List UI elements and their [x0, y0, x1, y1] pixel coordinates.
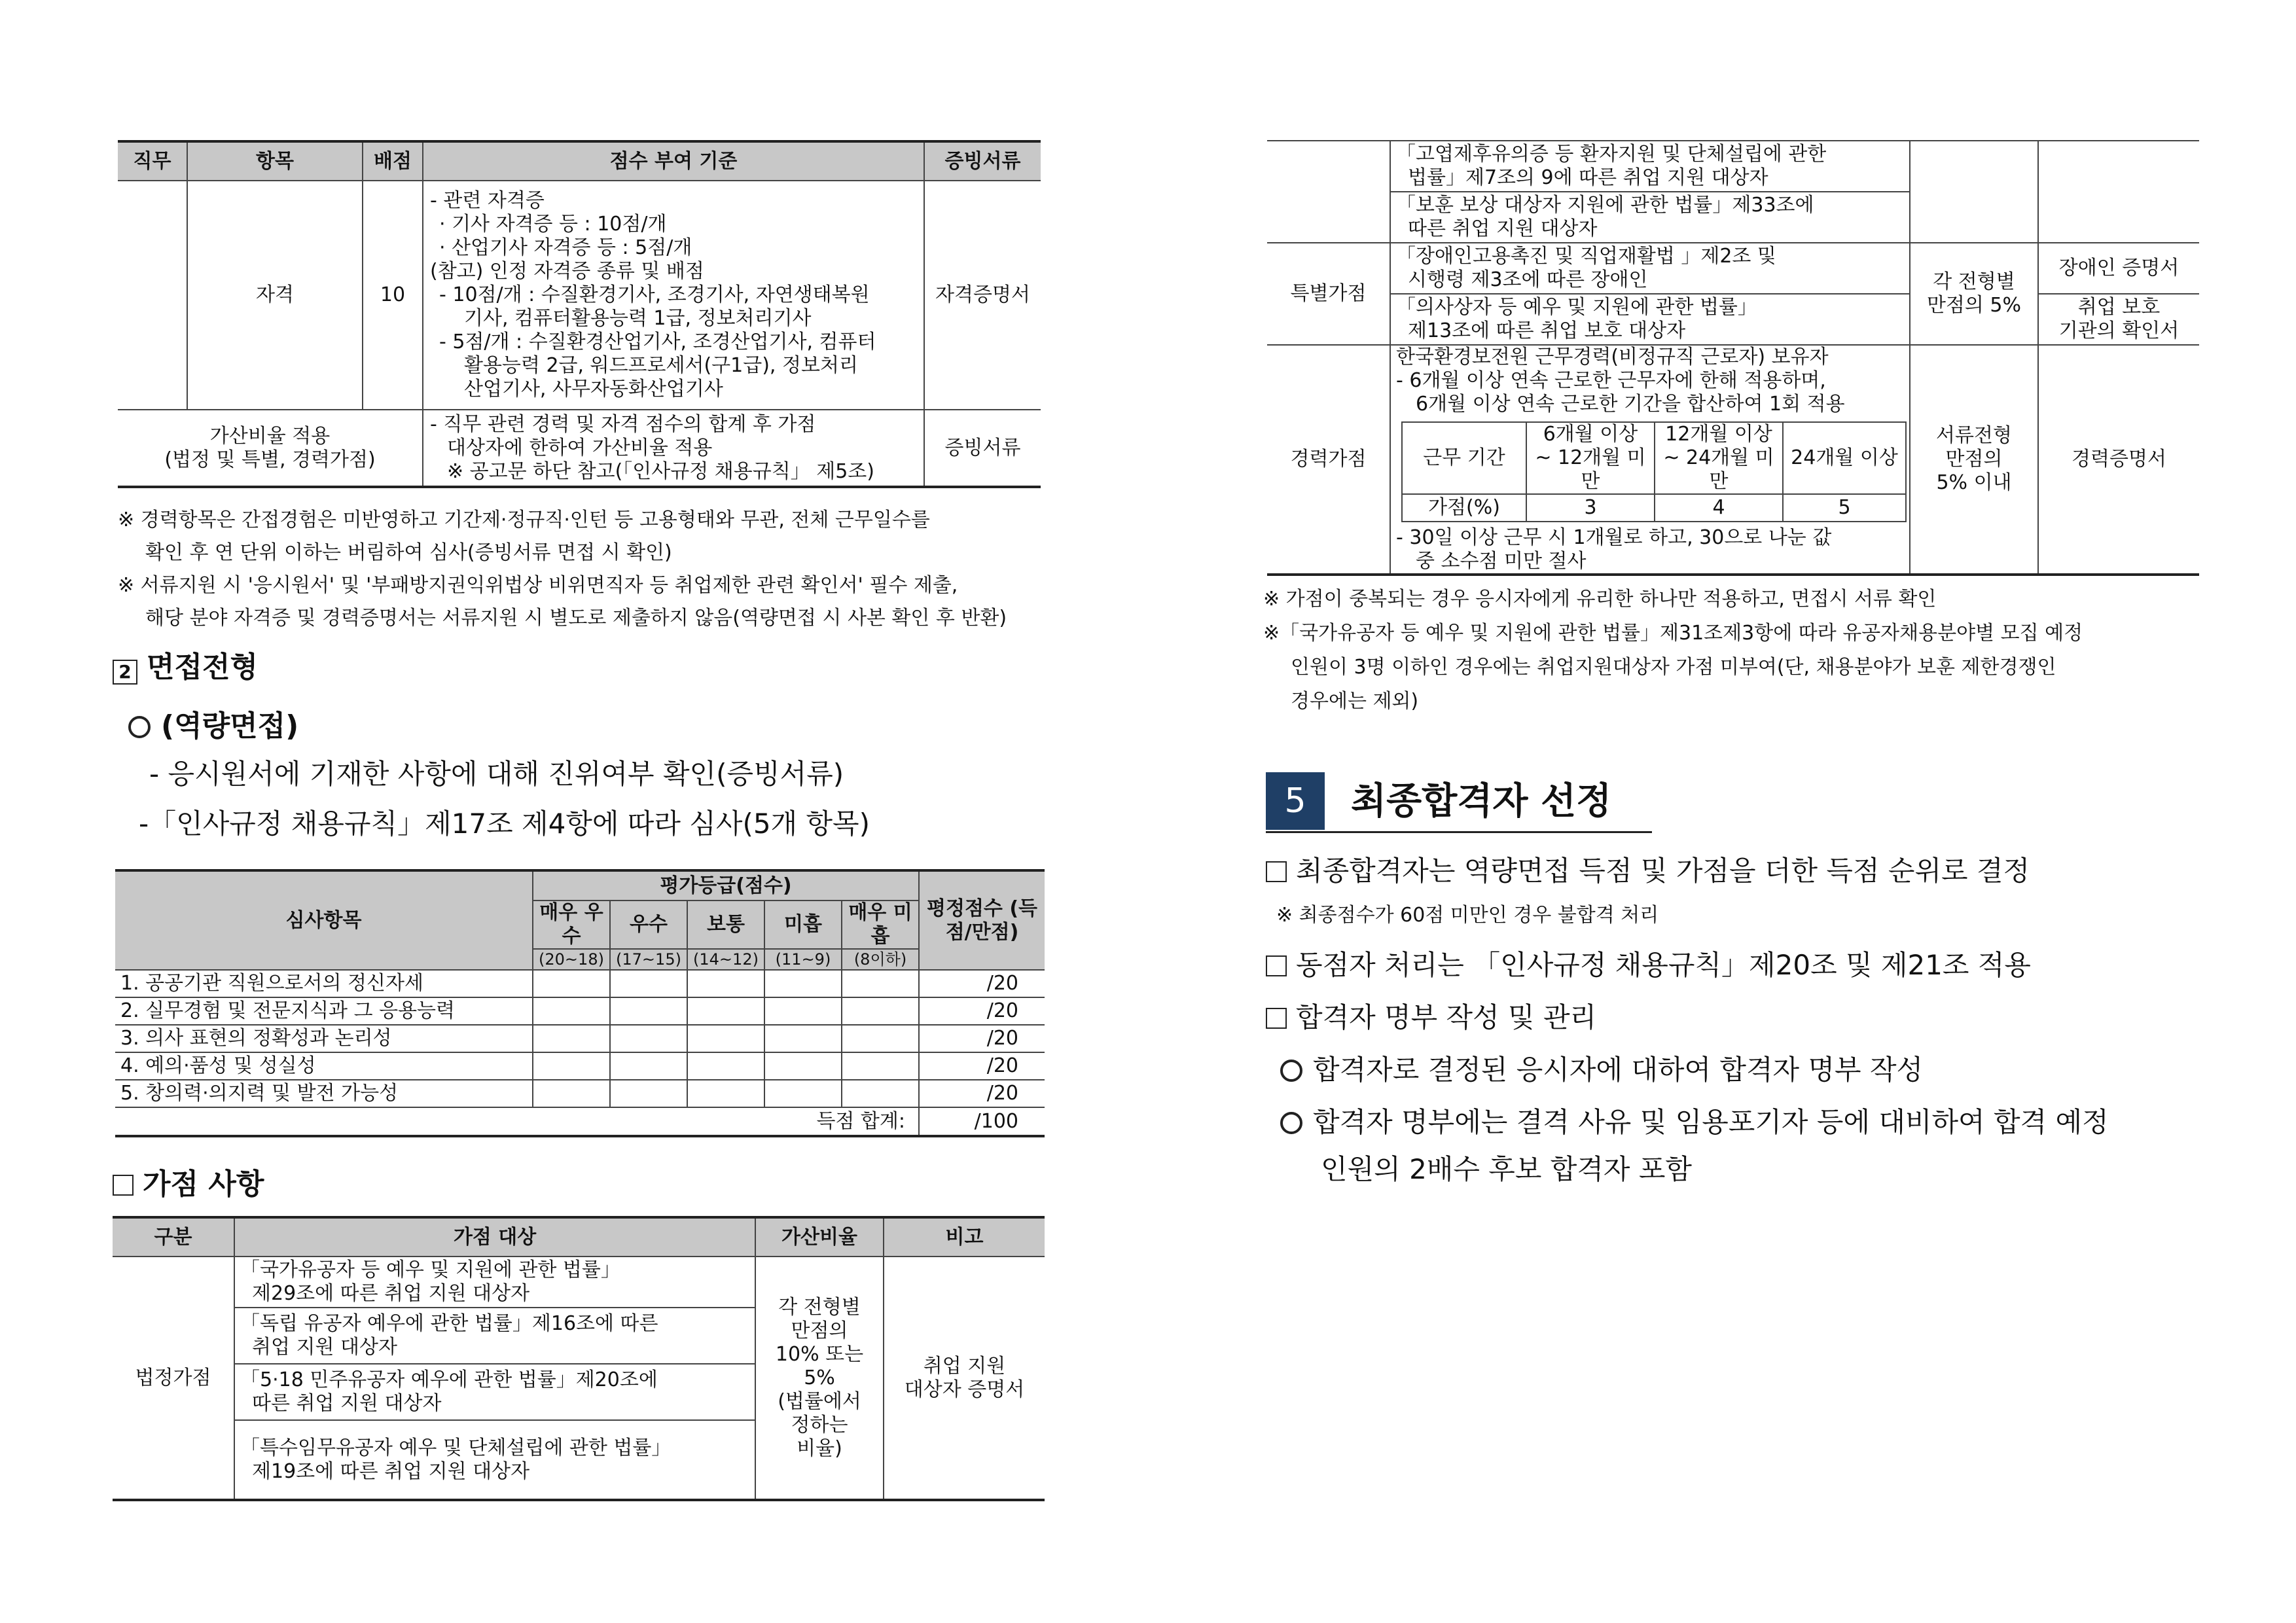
grade-cell — [687, 997, 764, 1025]
criteria-line: · 기사 자격증 등 : 10점/개 — [439, 213, 667, 236]
grade-label: 보통 — [687, 901, 764, 949]
ratio-line: 5% 이내 — [1936, 471, 2012, 494]
criteria-line: - 5점/개 : 수질환경산업기사, 조경산업기사, 컴퓨터 — [439, 330, 876, 353]
grade-label: 미흡 — [764, 901, 842, 949]
ratio-line: 서류전형 — [1936, 424, 2012, 447]
grade-range: (11~9) — [764, 949, 842, 970]
score-qualification: 10 — [363, 181, 423, 410]
grade-label: 매우 미흡 — [842, 901, 919, 949]
legal-target — [234, 1420, 755, 1500]
criteria-line: 산업기사, 사무자동화산업기사 — [464, 378, 723, 401]
career-bonus-label: 경력가점 — [1267, 345, 1390, 575]
section-number-box: 2 — [113, 660, 137, 685]
grade-cell — [764, 1080, 842, 1107]
checkbox-square-icon — [1266, 861, 1287, 882]
target-line: 제19조에 따른 취업 지원 대상자 — [252, 1459, 530, 1483]
final-sub-2 — [1280, 1103, 2109, 1141]
interview-line-1: - 응시원서에 기재한 사항에 대해 진위여부 확인(증빙서류) — [149, 758, 844, 790]
checkbox-square-icon — [113, 1175, 134, 1196]
target-line: 따른 취업 지원 대상자 — [252, 1392, 442, 1415]
interview-subheading — [128, 707, 298, 746]
grade-cell — [764, 970, 842, 997]
legal-ratio — [755, 1257, 884, 1500]
target-line: 취업 지원 대상자 — [252, 1336, 397, 1359]
blank-category — [1267, 141, 1390, 243]
special-ratio — [1910, 243, 2038, 345]
circle-bullet-icon — [1280, 1060, 1302, 1082]
points-value: 3 — [1526, 494, 1655, 522]
grade-cell — [842, 1080, 919, 1107]
criteria-line: (참고) 인정 자격증 종류 및 배점 — [430, 260, 704, 283]
circle-bullet-icon — [1280, 1112, 1302, 1134]
section-title: 면접전형 — [147, 651, 259, 684]
grade-label: 우수 — [610, 901, 687, 949]
grade-cell — [842, 1025, 919, 1052]
special-target — [1390, 243, 1910, 294]
target-line: 「의사상자 등 예우 및 지원에 관한 법률」 — [1396, 296, 1757, 319]
target-line: 「장애인고용촉진 및 직업재활법 」제2조 및 — [1396, 245, 1776, 268]
col-target: 가점 대상 — [234, 1217, 755, 1257]
final-item-1 — [1266, 852, 2030, 890]
criteria-line: - 직무 관련 경력 및 자격 점수의 합계 후 가점 — [430, 412, 816, 436]
subheading-text: (역량면접) — [161, 709, 299, 743]
grade-cell — [533, 997, 610, 1025]
target-line: 법률」제7조의 9에 따른 취업 지원 대상자 — [1408, 166, 1768, 189]
period-value — [1526, 422, 1655, 494]
period-label: 근무 기간 — [1402, 422, 1526, 494]
item-bonus-ratio — [118, 410, 423, 487]
col-document: 증빙서류 — [924, 141, 1041, 181]
final-note: ※ 최종점수가 60점 미만인 경우 불합격 처리 — [1276, 904, 1659, 927]
grade-cell — [764, 1025, 842, 1052]
target-line: 「특수임무유공자 예우 및 단체설립에 관한 법률」 — [240, 1436, 672, 1459]
col-criteria: 점수 부여 기준 — [423, 141, 924, 181]
criteria-line: 기사, 컴퓨터활용능력 1급, 정보처리기사 — [464, 307, 812, 330]
item-qualification: 자격 — [187, 181, 363, 410]
ratio-line: 만점의 — [1945, 448, 2003, 471]
note-line: 확인 후 연 단위 이하는 버림하여 심사(증빙서류 면접 시 확인) — [145, 541, 672, 564]
special-bonus-label: 특별가점 — [1267, 243, 1390, 345]
criteria-qualification — [423, 181, 924, 410]
grade-cell — [533, 1052, 610, 1080]
grade-range: (8이하) — [842, 949, 919, 970]
eval-score: /20 — [919, 1080, 1045, 1107]
target-line: 「독립 유공자 예우에 관한 법률」제16조에 따른 — [240, 1312, 658, 1335]
note-line: ※ 경력항목은 간접경험은 미반영하고 기간제·정규직·인턴 등 고용형태와 무관, 전체 근무일수를 — [118, 508, 930, 531]
legal-target — [234, 1257, 755, 1308]
section5-number-badge: 5 — [1266, 772, 1325, 830]
eval-item: 1. 공공기관 직원으로서의 정신자세 — [115, 970, 533, 997]
grade-range: (20~18) — [533, 949, 610, 970]
legal-bonus-label: 법정가점 — [113, 1257, 234, 1500]
eval-item: 3. 의사 표현의 정확성과 논리성 — [115, 1025, 533, 1052]
grade-cell — [687, 970, 764, 997]
criteria-bonus-ratio — [423, 410, 924, 487]
target-line: 제29조에 따른 취업 지원 대상자 — [252, 1282, 530, 1305]
remark-line: 취업 지원 — [923, 1354, 1006, 1378]
grade-cell — [764, 1052, 842, 1080]
grade-cell — [533, 970, 610, 997]
points-value: 4 — [1655, 494, 1783, 522]
col-category: 구분 — [113, 1217, 234, 1257]
item-text: 최종합격자는 역량면접 득점 및 가점을 더한 득점 순위로 결정 — [1296, 855, 2030, 887]
ratio-line: 각 전형별 — [1933, 270, 2015, 293]
legal-remark — [884, 1257, 1045, 1500]
circle-bullet-icon — [128, 716, 151, 738]
checkbox-square-icon — [1266, 955, 1287, 976]
grade-cell — [610, 1052, 687, 1080]
career-line: 한국환경보전원 근무경력(비정규직 근로자) 보유자 — [1396, 346, 1829, 368]
career-line: 6개월 이상 연속 근로한 기간을 합산하여 1회 적용 — [1416, 393, 1845, 416]
criteria-line: - 10점/개 : 수질환경기사, 조경기사, 자연생태복원 — [439, 283, 870, 306]
checkbox-square-icon — [1266, 1008, 1287, 1029]
final-item-3 — [1266, 999, 1596, 1037]
col-remark: 비고 — [884, 1217, 1045, 1257]
col-eval-score: 평정점수 (득점/만점) — [919, 870, 1045, 970]
total-value: /100 — [919, 1107, 1045, 1136]
target-line: 「보훈 보상 대상자 지원에 관한 법률」제33조에 — [1396, 194, 1814, 217]
ratio-line: 만점의 5% — [1926, 294, 2022, 317]
blank-ratio — [1910, 141, 2038, 243]
eval-score: /20 — [919, 997, 1045, 1025]
total-label: 득점 합계: — [115, 1107, 919, 1136]
grade-cell — [610, 1025, 687, 1052]
period-value: 24개월 이상 — [1783, 422, 1906, 494]
col-ratio: 가산비율 — [755, 1217, 884, 1257]
points-value: 5 — [1783, 494, 1906, 522]
bonus-title: 가점 사항 — [143, 1168, 264, 1201]
target-line: 「5·18 민주유공자 예우에 관한 법률」제20조에 — [240, 1368, 658, 1391]
grade-cell — [687, 1025, 764, 1052]
legal-target — [1390, 192, 1910, 243]
grade-cell — [610, 970, 687, 997]
note-line: ※ 가점이 중복되는 경우 응시자에게 유리한 하나만 적용하고, 면접시 서류 확인 — [1263, 588, 1937, 611]
grade-cell — [764, 997, 842, 1025]
final-sub-1 — [1280, 1051, 1923, 1089]
legal-target — [1390, 141, 1910, 192]
final-item-2 — [1266, 946, 2031, 984]
eval-item: 5. 창의력·의지력 및 발전 가능성 — [115, 1080, 533, 1107]
section5-title: 최종합격자 선정 — [1351, 780, 1612, 823]
doc-qualification: 자격증명서 — [924, 181, 1041, 410]
notes-right — [1263, 582, 2212, 719]
criteria-line: - 관련 자격증 — [430, 189, 545, 212]
criteria-line: 대상자에 한하여 가산비율 적용 — [447, 436, 713, 459]
item-text: 합격자 명부에는 결격 사유 및 임용포기자 등에 대비하여 합격 예정 — [1313, 1106, 2109, 1138]
section-interview-heading — [113, 648, 258, 687]
note-line: 해당 분야 자격증 및 경력증명서는 서류지원 시 별도로 제출하지 않음(역량면접 시 사본 확인 후 반환) — [145, 607, 1007, 630]
col-item: 항목 — [187, 141, 363, 181]
ratio-line: 만점의 — [791, 1319, 848, 1342]
special-target — [1390, 294, 1910, 345]
bonus-ratio-line: 가산비율 적용 — [209, 424, 331, 448]
notes-left — [118, 504, 1047, 635]
col-score: 배점 — [363, 141, 423, 181]
ratio-line: (법률에서 — [778, 1389, 861, 1413]
career-doc: 경력증명서 — [2038, 345, 2199, 575]
eval-score: /20 — [919, 970, 1045, 997]
item-text: 합격자로 결정된 응시자에 대하여 합격자 명부 작성 — [1313, 1054, 1924, 1086]
criteria-line: ※ 공고문 하단 참고(「인사규정 채용규칙」 제5조) — [447, 459, 874, 483]
target-line: 「국가유공자 등 예우 및 지원에 관한 법률」 — [240, 1258, 620, 1281]
career-line: 중 소수점 미만 절사 — [1416, 550, 1587, 573]
career-line: - 6개월 이상 연속 근로한 근무자에 한해 적용하며, — [1396, 369, 1826, 392]
job-cell — [118, 181, 187, 410]
period-value — [1655, 422, 1783, 494]
grade-range: (17~15) — [610, 949, 687, 970]
points-label: 가점(%) — [1402, 494, 1526, 522]
doc-line: 취업 보호 — [2077, 296, 2161, 319]
final-sub-2-cont: 인원의 2배수 후보 합격자 포함 — [1321, 1153, 1692, 1185]
target-line: 시행령 제3조에 따른 장애인 — [1408, 268, 1648, 291]
career-line: - 30일 이상 근무 시 1개월로 하고, 30으로 나눈 값 — [1396, 526, 1832, 549]
career-criteria — [1390, 345, 1910, 575]
special-doc-disability: 장애인 증명서 — [2038, 243, 2199, 294]
grade-cell — [533, 1080, 610, 1107]
col-eval-item: 심사항목 — [115, 870, 533, 970]
target-line: 따른 취업 지원 대상자 — [1408, 217, 1598, 240]
col-grade: 평가등급(점수) — [533, 870, 919, 901]
grade-cell — [687, 1052, 764, 1080]
item-text: 동점자 처리는 「인사규정 채용규칙」제20조 및 제21조 적용 — [1296, 949, 2032, 981]
grade-range: (14~12) — [687, 949, 764, 970]
grade-cell — [842, 997, 919, 1025]
blank-remark — [2038, 141, 2199, 243]
eval-score: /20 — [919, 1025, 1045, 1052]
ratio-line: 각 전형별 — [778, 1295, 861, 1319]
ratio-line: 비율) — [797, 1436, 842, 1460]
criteria-line: 활용능력 2급, 워드프로세서(구1급), 정보처리 — [464, 354, 858, 377]
note-line: 인원이 3명 이하인 경우에는 취업지원대상자 가점 미부여(단, 채용분야가 보훈 제한경쟁인 — [1291, 656, 2056, 679]
grade-cell — [610, 1080, 687, 1107]
grade-cell — [842, 970, 919, 997]
eval-item: 2. 실무경험 및 전문지식과 그 응용능력 — [115, 997, 533, 1025]
col-job: 직무 — [118, 141, 187, 181]
eval-item: 4. 예의·품성 및 성실성 — [115, 1052, 533, 1080]
bonus-table — [113, 1216, 1045, 1501]
special-doc-protection — [2038, 294, 2199, 345]
target-line: 「고엽제후유의증 등 환자지원 및 단체설립에 관한 — [1396, 143, 1827, 166]
grade-cell — [533, 1025, 610, 1052]
career-ratio — [1910, 345, 2038, 575]
legal-target — [234, 1308, 755, 1364]
qualification-table — [118, 140, 1041, 488]
career-points-table — [1401, 421, 1907, 522]
criteria-line: · 산업기사 자격증 등 : 5점/개 — [439, 236, 692, 259]
doc-bonus-ratio: 증빙서류 — [924, 410, 1041, 487]
grade-cell — [610, 997, 687, 1025]
interview-line-2: -「인사규정 채용규칙」제17조 제4항에 따라 심사(5개 항목) — [139, 808, 870, 840]
note-line: 경우에는 제외) — [1291, 690, 1419, 713]
evaluation-table — [115, 869, 1045, 1137]
bonus-table-continued — [1267, 140, 2199, 576]
grade-cell — [842, 1052, 919, 1080]
grade-cell — [687, 1080, 764, 1107]
grade-label: 매우 우수 — [533, 901, 610, 949]
section5-heading — [1266, 772, 1652, 833]
bonus-ratio-line: (법정 및 특별, 경력가점) — [164, 448, 376, 471]
ratio-line: 5% — [804, 1366, 835, 1389]
period-text: 12개월 이상 ~ 24개월 미만 — [1663, 423, 1774, 493]
ratio-line: 10% 또는 — [775, 1342, 864, 1366]
note-line: ※「국가유공자 등 예우 및 지원에 관한 법률」제31조제3항에 따라 유공자채용분야별 모집 예정 — [1263, 622, 2083, 645]
eval-score: /20 — [919, 1052, 1045, 1080]
remark-line: 대상자 증명서 — [904, 1378, 1025, 1401]
note-line: ※ 서류지원 시 '응시원서' 및 '부패방지권익위법상 비위면직자 등 취업제한 관련 확인서' 필수 제출, — [118, 574, 958, 597]
doc-line: 기관의 확인서 — [2058, 319, 2179, 342]
period-text: 6개월 이상 ~ 12개월 미만 — [1535, 423, 1646, 493]
bonus-heading — [113, 1165, 264, 1204]
ratio-line: 정하는 — [791, 1413, 848, 1436]
target-line: 제13조에 따른 취업 보호 대상자 — [1408, 319, 1686, 342]
legal-target — [234, 1364, 755, 1420]
item-text: 합격자 명부 작성 및 관리 — [1296, 1001, 1597, 1033]
